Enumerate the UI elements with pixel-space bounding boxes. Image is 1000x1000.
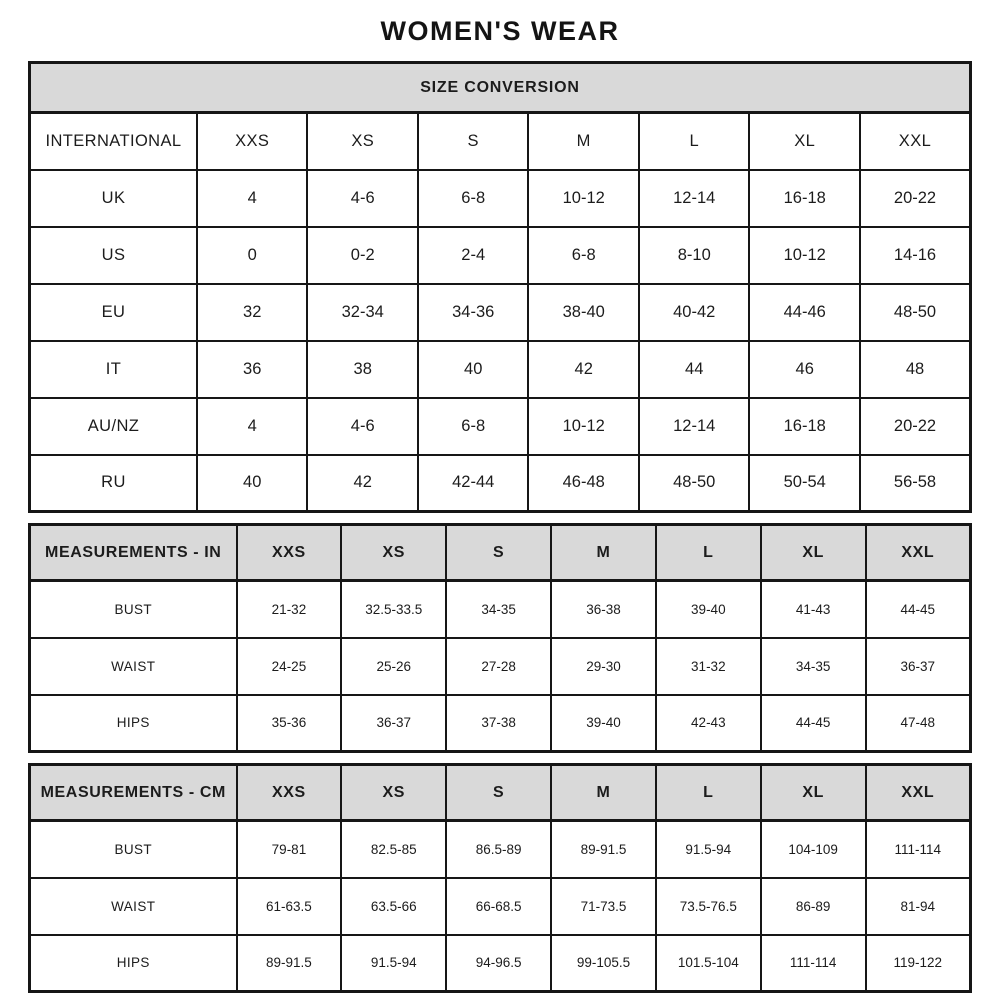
table-row [30,878,971,935]
size-cell: 4-6 [307,398,418,455]
size-cell: 40 [197,455,308,512]
size-cell: 50-54 [749,455,860,512]
size-cell: 44-45 [866,581,971,638]
size-cell: 56-58 [860,455,971,512]
size-cell: 37-38 [446,695,551,752]
row-label: HIPS [30,695,237,752]
size-cell: 36-37 [341,695,446,752]
size-cell: 0-2 [307,227,418,284]
size-cell: 73.5-76.5 [656,878,761,935]
row-label: IT [30,341,197,398]
table-row [30,398,971,455]
size-cell: 21-32 [237,581,342,638]
size-cell: 31-32 [656,638,761,695]
size-cell: 99-105.5 [551,935,656,992]
size-cell: 42 [307,455,418,512]
column-header: XL [749,113,860,170]
size-cell: 24-25 [237,638,342,695]
column-header: XL [761,525,866,581]
size-cell: 39-40 [551,695,656,752]
size-cell: 38 [307,341,418,398]
column-header: S [446,525,551,581]
column-header: XXS [237,765,342,821]
table-row [30,455,971,512]
size-cell: 48-50 [639,455,750,512]
size-cell: 10-12 [749,227,860,284]
size-cell: 34-35 [446,581,551,638]
size-cell: 4 [197,170,308,227]
size-cell: 71-73.5 [551,878,656,935]
size-cell: 48-50 [860,284,971,341]
size-cell: 6-8 [528,227,639,284]
column-header: XL [761,765,866,821]
measurements_in-header-row [30,525,971,581]
size-cell: 39-40 [656,581,761,638]
size-cell: 35-36 [237,695,342,752]
size-cell: 27-28 [446,638,551,695]
size-cell: 63.5-66 [341,878,446,935]
column-header: XXL [866,525,971,581]
size-cell: 44-45 [761,695,866,752]
page-title: WOMEN'S WEAR [380,16,620,46]
size-cell: 44 [639,341,750,398]
table-row [30,341,971,398]
size-cell: 42-43 [656,695,761,752]
size-cell: 40-42 [639,284,750,341]
column-header: M [528,113,639,170]
column-header: L [656,765,761,821]
size-cell: 89-91.5 [237,935,342,992]
table-row [30,581,971,638]
column-header: XS [341,765,446,821]
table-row [30,935,971,992]
size-cell: 81-94 [866,878,971,935]
size-cell: 4 [197,398,308,455]
size-cell: 2-4 [418,227,529,284]
size-cell: 61-63.5 [237,878,342,935]
column-header: MEASUREMENTS - IN [30,525,237,581]
column-header: INTERNATIONAL [30,113,197,170]
size-cell: 91.5-94 [341,935,446,992]
size-cell: 41-43 [761,581,866,638]
size-cell: 48 [860,341,971,398]
row-label: BUST [30,581,237,638]
size-cell: 66-68.5 [446,878,551,935]
size-cell: 46 [749,341,860,398]
column-header: L [639,113,750,170]
size-cell: 16-18 [749,170,860,227]
row-label: US [30,227,197,284]
size-cell: 32.5-33.5 [341,581,446,638]
measurements-in-table [28,523,972,753]
size-cell: 20-22 [860,398,971,455]
size-cell: 94-96.5 [446,935,551,992]
size-cell: 32-34 [307,284,418,341]
column-header: M [551,525,656,581]
column-header: MEASUREMENTS - CM [30,765,237,821]
size-cell: 89-91.5 [551,821,656,878]
size-cell: 6-8 [418,170,529,227]
size-cell: 38-40 [528,284,639,341]
size-cell: 47-48 [866,695,971,752]
size_conversion-caption: SIZE CONVERSION [30,63,971,113]
size-cell: 32 [197,284,308,341]
size-cell: 104-109 [761,821,866,878]
column-header: XS [307,113,418,170]
size-cell: 20-22 [860,170,971,227]
size-cell: 86.5-89 [446,821,551,878]
size-cell: 12-14 [639,398,750,455]
measurements-cm-table [28,763,972,993]
size-cell: 42-44 [418,455,529,512]
row-label: BUST [30,821,237,878]
column-header: XS [341,525,446,581]
row-label: WAIST [30,638,237,695]
size-cell: 40 [418,341,529,398]
size-cell: 25-26 [341,638,446,695]
size-cell: 42 [528,341,639,398]
size-cell: 34-35 [761,638,866,695]
size-cell: 79-81 [237,821,342,878]
column-header: XXL [860,113,971,170]
size-cell: 36-37 [866,638,971,695]
size-cell: 36-38 [551,581,656,638]
size-cell: 44-46 [749,284,860,341]
size-cell: 12-14 [639,170,750,227]
row-label: UK [30,170,197,227]
size-cell: 6-8 [418,398,529,455]
size-cell: 86-89 [761,878,866,935]
table-row [30,695,971,752]
column-header: M [551,765,656,821]
size-cell: 0 [197,227,308,284]
size-cell: 16-18 [749,398,860,455]
row-label: WAIST [30,878,237,935]
size-cell: 34-36 [418,284,529,341]
column-header: XXS [237,525,342,581]
column-header: S [446,765,551,821]
size-cell: 14-16 [860,227,971,284]
column-header: XXS [197,113,308,170]
row-label: RU [30,455,197,512]
row-label: HIPS [30,935,237,992]
size-cell: 101.5-104 [656,935,761,992]
size-cell: 10-12 [528,398,639,455]
column-header: XXL [866,765,971,821]
size_conversion-header-row [30,113,971,170]
size-cell: 119-122 [866,935,971,992]
table-row [30,284,971,341]
table-row [30,170,971,227]
size-cell: 8-10 [639,227,750,284]
size-cell: 82.5-85 [341,821,446,878]
size_conversion-caption-row [30,63,971,113]
size-cell: 10-12 [528,170,639,227]
size-cell: 91.5-94 [656,821,761,878]
size-conversion-table [28,61,972,513]
size-cell: 111-114 [866,821,971,878]
table-row [30,821,971,878]
size-cell: 36 [197,341,308,398]
measurements_cm-header-row [30,765,971,821]
column-header: S [418,113,529,170]
column-header: L [656,525,761,581]
table-row [30,638,971,695]
size-cell: 29-30 [551,638,656,695]
row-label: EU [30,284,197,341]
table-row [30,227,971,284]
size-cell: 111-114 [761,935,866,992]
row-label: AU/NZ [30,398,197,455]
size-cell: 4-6 [307,170,418,227]
size-cell: 46-48 [528,455,639,512]
